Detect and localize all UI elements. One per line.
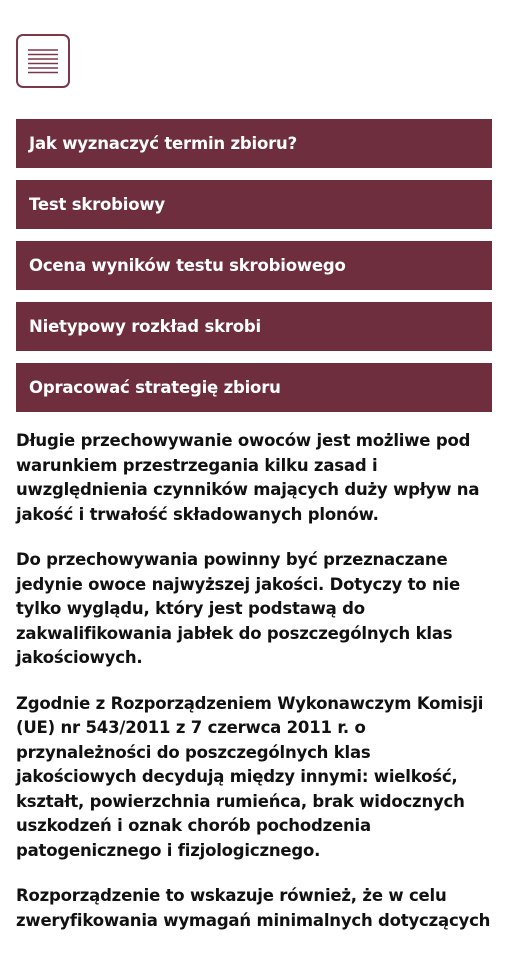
menu-button[interactable]	[16, 34, 70, 88]
nav-item-harvest-date[interactable]: Jak wyznaczyć termin zbioru?	[16, 119, 492, 168]
article-paragraph: Do przechowywania powinny być przeznaczane jedynie owoce najwyższej jakości. Dotyczy to nie tylko wyglądu, który jest podstawą do zakwalifikowania jabłek do poszczególnych klas jakościowych.	[16, 550, 460, 667]
article-paragraph: Rozporządzenie to wskazuje również, że w celu zweryfikowania wymagań minimalnych dotyczących	[16, 886, 491, 930]
nav-item-starch-test-results[interactable]: Ocena wyników testu skrobiowego	[16, 241, 492, 290]
article-paragraph: Zgodnie z Rozporządzeniem Wykonawczym Komisji (UE) nr 543/2011 z 7 czerwca 2011 r. o przynależności do poszczególnych klas jakościowych decydują między innymi: wielkość, kształt, powierzchnia rumieńca, brak widocznych uszkodzeń i oznak chorób pochodzenia patogenicznego i fizjologicznego.	[16, 693, 484, 860]
nav-item-atypical-starch[interactable]: Nietypowy rozkład skrobi	[16, 302, 492, 351]
nav-item-starch-test[interactable]: Test skrobiowy	[16, 180, 492, 229]
section-nav	[16, 119, 492, 424]
hamburger-menu-icon	[25, 46, 61, 76]
article-paragraph: Długie przechowywanie owoców jest możliwe pod warunkiem przestrzegania kilku zasad i uwzględnienia czynników mających duży wpływ na jakość i trwałość składowanych plonów.	[16, 431, 480, 524]
article-content	[16, 429, 496, 954]
nav-item-harvest-strategy[interactable]: Opracować strategię zbioru	[16, 363, 492, 412]
